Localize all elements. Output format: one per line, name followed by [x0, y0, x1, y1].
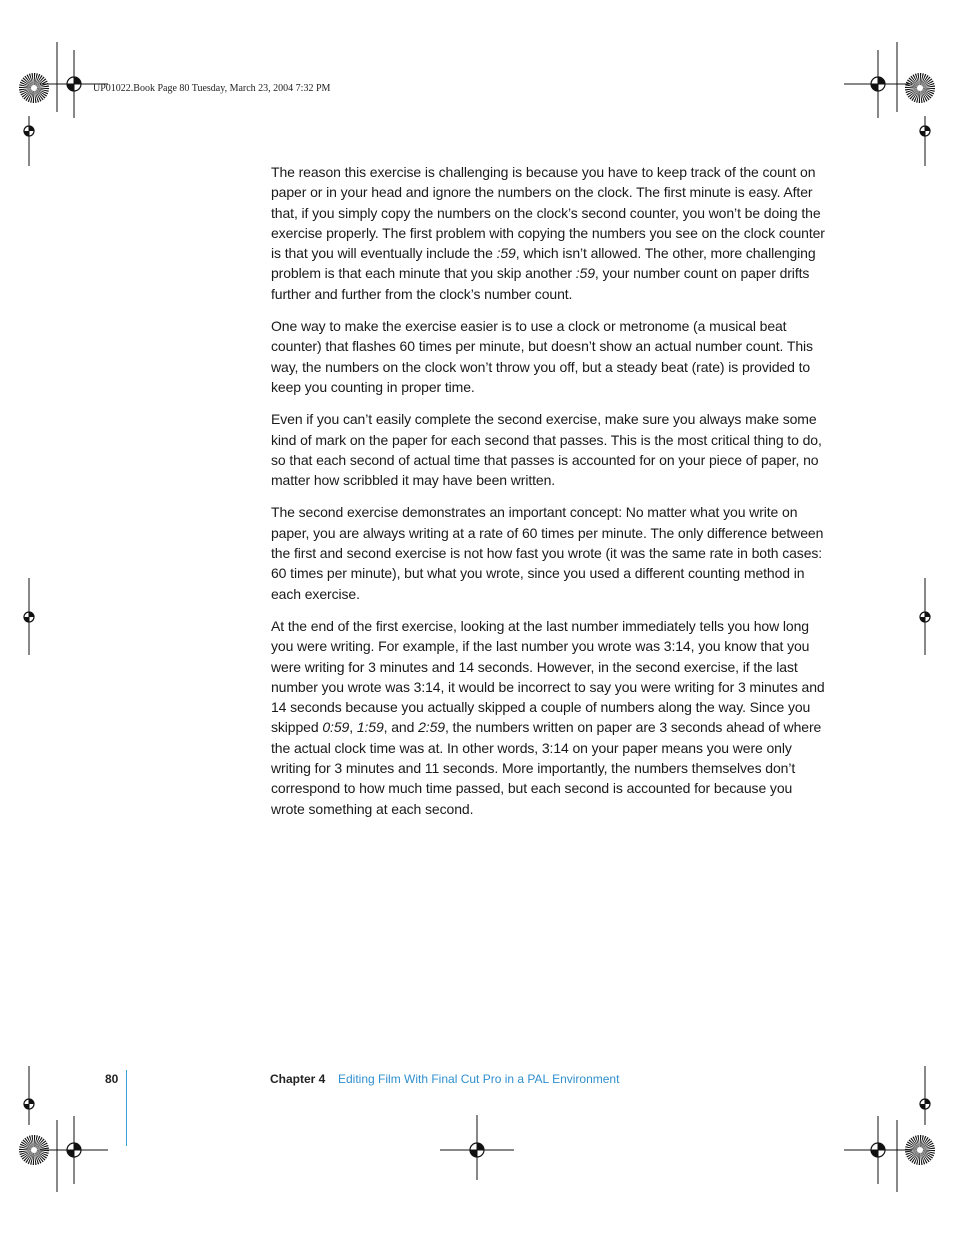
registration-wheel-icon [19, 1135, 49, 1165]
paragraph: One way to make the exercise easier is to use a clock or metronome (a musical beat counter) that flashes 60 times per minute, but doesn’t show an actual number count. This way, the numbers on the clock won’t throw you off, but a steady beat (rate) is provided to keep you counting in proper time. [271, 318, 813, 395]
paragraph: The second exercise demonstrates an important concept: No matter what you write on paper, you are always writing at a rate of 60 times per minute. The only difference between the first and second exercise is not how fast you wrote (it was the same rate in both cases: 60 times per minute), but what you wrote, since you used a different counting method in each exercise. [271, 504, 824, 602]
paragraph: Even if you can’t easily complete the second exercise, make sure you always make some kind of mark on the paper for each second that passes. This is the most critical thing to do, so that each second of actual time that passes is accounted for on your piece of paper, no matter how scribbled it may have been written. [271, 411, 822, 489]
paragraph: At the end of the first exercise, looking at the last number immediately tells you how long you were writing. For example, if the last number you wrote was 3:14, you know that you were writing for 3 minutes and 14 seconds. However, in the second exercise, if the last number you wrote was 3:14, it would be incorrect to say you were writing for 3 minutes and 14 seconds because you actually skipped a couple of numbers along the way. Since you skipped 0:59, 1:59, and 2:59, the numbers written on paper are 3 seconds ahead of where the actual clock time was at. In other words, 3:14 on your paper means you were only writing for 3 minutes and 11 seconds. More importantly, the numbers themselves don’t correspond to how much time passed, but each second is accounted for because you wrote something at each second. [271, 617, 825, 817]
footer-divider [126, 1070, 127, 1146]
body-text [271, 162, 827, 831]
chapter-title: Editing Film With Final Cut Pro in a PAL Environment [338, 1072, 620, 1086]
chapter-label: Chapter 4 [270, 1072, 326, 1086]
registration-wheel-icon [19, 73, 49, 103]
page-number: 80 [105, 1072, 119, 1086]
paragraph: The reason this exercise is challenging is because you have to keep track of the count on paper or in your head and ignore the numbers on the clock. The first minute is easy. After that, if you simply copy the numbers on the clock’s second counter, you won’t be doing the exercise properly. The first problem with copying the numbers you see on the clock counter is that you will eventually include the :59, which isn’t allowed. The other, more challenging problem is that each minute that you skip another :59, your number count on paper drifts further and further from the clock’s number count. [271, 164, 825, 302]
registration-wheel-icon [905, 1135, 935, 1165]
file-slug: UP01022.Book Page 80 Tuesday, March 23, 2004 7:32 PM [93, 83, 331, 94]
registration-wheel-icon [905, 73, 935, 103]
